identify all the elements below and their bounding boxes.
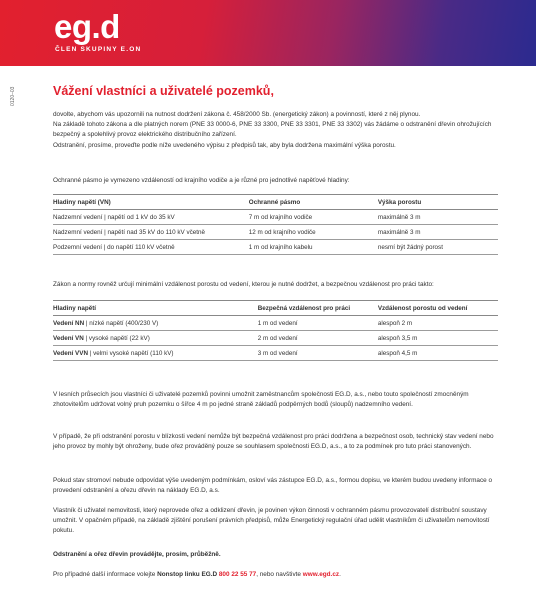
intro-line: Na základě tohoto zákona a dle platných norem (PNE 33 0000-6, PNE 33 3300, PNE 33 3301, PNE 33 3302) vás žádáme o odstranění dřevin ohrožujících bezpečný a spolehlivý provoz elektrického distribučního zařízení. (53, 121, 492, 139)
table-cell (53, 346, 258, 361)
body-paragraph: Pokud stav stromoví nebude odpovídat výše uvedeným podmínkám, osloví vás zástupce EG.D, a.s., formou dopisu, ve kterém budou uvedeny informace o provedení odstranění a ořezu dřevin na náklady EG.D, a.s. (53, 477, 493, 495)
column-header: Hladiny napětí (53, 301, 258, 316)
contact-middle: , nebo navštivte (256, 571, 303, 578)
table-header-row (53, 301, 498, 316)
voltage-level-desc: | nízké napětí (400/230 V) (84, 319, 159, 327)
column-header: Výška porostu (378, 195, 498, 210)
intro-text (53, 110, 501, 151)
document-code: 0120–03 (10, 86, 16, 106)
intro-line: Odstranění, prosíme, proveďte podle níže uvedeného výpisu z předpisů tak, aby byla dodržena maximální výška porostu. (53, 141, 396, 149)
table2-intro: Zákon a normy rovněž určují minimální vzdálenost porostu od vedení, kterou je nutné dodržet, a bezpečnou vzdálenost pro práci takto: (53, 281, 434, 288)
table-cell: nesmí být žádný porost (378, 240, 498, 255)
protection-zone-table (53, 194, 498, 255)
intro-line: dovolte, abychom vás upozornili na nutnost dodržení zákona č. 458/2000 Sb. (energetický zákon) a povinností, které z něj plynou. (53, 111, 421, 118)
table-row (53, 240, 498, 255)
table-cell: maximálně 3 m (378, 210, 498, 225)
voltage-level-name: Vedení NN (53, 319, 85, 327)
table-cell: Nadzemní vedení | napětí nad 35 kV do 110 kV včetně (53, 225, 249, 240)
table-cell (53, 316, 258, 331)
table-cell: Nadzemní vedení | napětí od 1 kV do 35 kV (53, 210, 249, 225)
table-cell: 12 m od krajního vodiče (249, 225, 378, 240)
table-cell: 3 m od vedení (258, 346, 378, 361)
table-cell: alespoň 2 m (378, 316, 498, 331)
voltage-level-name: Vedení VN (53, 334, 84, 342)
table-cell: Podzemní vedení | do napětí 110 kV včetně (53, 240, 249, 255)
table-row (53, 331, 498, 346)
body-paragraph: Vlastník či uživatel nemovitosti, který neprovede ořez a odklizení dřevin, je povinen výkon činnosti v ochranném pásmu provozovatelí distribuční soustavy umožnit. V opačném případě, na základě zjištění porušení právních předpisů, může Energetický regulační úřad udělit vlastníkům či uživatelům nemovitostí pokutu. (53, 507, 490, 535)
logo-subtitle: ČLEN SKUPINY E.ON (55, 46, 142, 53)
website-link[interactable]: www.egd.cz (302, 571, 340, 578)
table-cell: maximálně 3 m (378, 225, 498, 240)
table-row (53, 346, 498, 361)
table1-intro: Ochranné pásmo je vymezeno vzdáleností od krajního vodiče a je různé pro jednotlivé napěťové hladiny: (53, 177, 350, 184)
hotline-label: Nonstop linku EG.D (157, 571, 219, 578)
voltage-level-name: Vedení VVN (53, 349, 88, 357)
voltage-level-desc: | velmi vysoké napětí (110 kV) (88, 349, 174, 357)
column-header: Bezpečná vzdálenost pro práci (258, 301, 378, 316)
safe-distance-table (53, 300, 498, 361)
column-header: Hladiny napětí (VN) (53, 195, 249, 210)
body-paragraph: V lesních průsecích jsou vlastníci či uživatelé pozemků povinni umožnit zaměstnancům společnosti EG.D, a.s., nebo touto společností zmocněným zhotovitelům udržovat volný pruh pozemku o šířce 4 m po jedné straně základů podpěrných bodů (sloupů) nadzemního vedení. (53, 391, 469, 409)
table-row (53, 316, 498, 331)
table-cell: 2 m od vedení (258, 331, 378, 346)
table-cell: 7 m od krajního vodiče (249, 210, 378, 225)
table-header-row (53, 195, 498, 210)
table-row (53, 210, 498, 225)
hotline-phone[interactable]: 800 22 55 77 (218, 571, 257, 578)
contact-suffix: . (339, 571, 341, 578)
contact-line (53, 570, 501, 580)
body-paragraph: V případě, že při odstranění porostu v blízkosti vedení nemůže být bezpečná vzdálenost pro práci dodržena a bezpečnost osob, technický stav vedení nebo jeho provoz by mohly být ohroženy, bude ořez prováděný pouze se souhlasem společnosti EG.D, a.s., a to za podmínek pro tuto práci stanovených. (53, 433, 494, 451)
header-banner (0, 0, 536, 66)
table-cell: 1 m od krajního kabelu (249, 240, 378, 255)
voltage-level-desc: | vysoké napětí (22 kV) (83, 334, 150, 342)
closing-note: Odstranění a ořez dřevin provádějte, prosím, průběžně. (53, 551, 221, 558)
column-header: Ochranné pásmo (249, 195, 378, 210)
page-title: Vážení vlastníci a uživatelé pozemků, (53, 84, 274, 98)
table-cell: 1 m od vedení (258, 316, 378, 331)
table-row (53, 225, 498, 240)
table-cell (53, 331, 258, 346)
egd-logo: eg.d (54, 8, 120, 45)
contact-prefix: Pro případné další informace volejte (53, 571, 158, 578)
table-cell: alespoň 3,5 m (378, 331, 498, 346)
table-cell: alespoň 4,5 m (378, 346, 498, 361)
column-header: Vzdálenost porostu od vedení (378, 301, 498, 316)
